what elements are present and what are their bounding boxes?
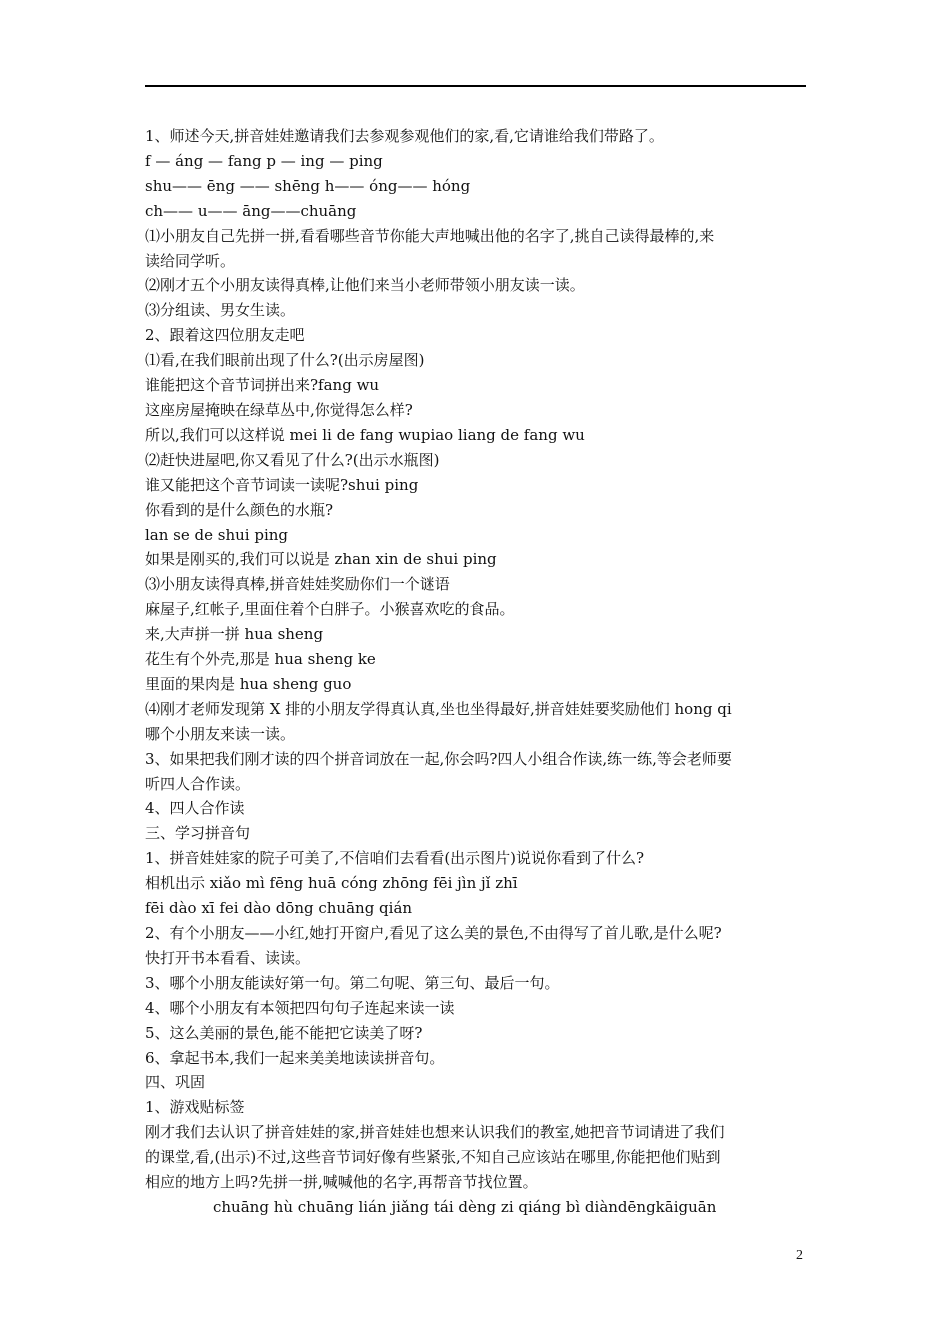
text-line: ch—— u—— āng——chuāng [145, 201, 357, 220]
text-line: ⑵赶快进屋吧,你又看见了什么?(出示水瓶图) [145, 450, 440, 469]
text-line: lan se de shui ping [145, 525, 289, 544]
section-heading: 三、学习拼音句 [145, 824, 251, 843]
text-line: 听四人合作读。 [145, 774, 251, 793]
text-line: ⑴看,在我们眼前出现了什么?(出示房屋图) [145, 351, 425, 370]
text-line: 1、拼音娃娃家的院子可美了,不信咱们去看看(出示图片)说说你看到了什么? [145, 849, 645, 868]
text-line: 5、这么美丽的景色,能不能把它读美了呀? [145, 1023, 423, 1042]
text-line: 3、哪个小朋友能读好第一句。第二句呢、第三句、最后一句。 [145, 973, 560, 992]
text-line: 如果是刚买的,我们可以说是 zhan xin de shui ping [145, 550, 497, 569]
text-line: 快打开书本看看、读读。 [145, 948, 311, 967]
text-line: ⑶分组读、男女生读。 [145, 301, 296, 320]
text-line: 6、拿起书本,我们一起来美美地读读拼音句。 [145, 1048, 445, 1067]
text-line: 4、哪个小朋友有本领把四句句子连起来读一读 [145, 998, 455, 1017]
text-line: 麻屋子,红帐子,里面住着个白胖子。小猴喜欢吃的食品。 [145, 600, 515, 619]
text-line: 花生有个外壳,那是 hua sheng ke [145, 650, 376, 669]
text-line: 刚才我们去认识了拼音娃娃的家,拼音娃娃也想来认识我们的教室,她把音节词请进了我们 [145, 1123, 725, 1142]
text-line: 里面的果肉是 hua sheng guo [145, 674, 352, 693]
text-line: fēi dào xī fei dào dōng chuāng qián [145, 899, 413, 918]
text-line: ⑶小朋友读得真棒,拼音娃娃奖励你们一个谜语 [145, 575, 450, 594]
text-line: 相机出示 xiǎo mì fēng huā cóng zhōng fēi jìn jǐ zhī [145, 874, 518, 893]
pinyin-word-list: chuāng hù chuāng lián jiǎng tái dèng zi qiáng bì diàndēngkāiguān [213, 1197, 717, 1216]
text-line: 这座房屋掩映在绿草丛中,你觉得怎么样? [145, 400, 413, 419]
text-line: 2、跟着这四位朋友走吧 [145, 326, 305, 345]
text-line: 1、师述今天,拼音娃娃邀请我们去参观参观他们的家,看,它请谁给我们带路了。 [145, 127, 664, 145]
text-line: 读给同学听。 [145, 251, 236, 270]
text-line: 你看到的是什么颜色的水瓶? [145, 500, 334, 519]
text-line: 的课堂,看,(出示)不过,这些音节词好像有些紧张,不知自己应该站在哪里,你能把他们贴到 [145, 1148, 721, 1167]
text-line: 所以,我们可以这样说 mei li de fang wupiao liang de fang wu [145, 425, 585, 444]
text-line: 谁又能把这个音节词读一读呢?shui ping [145, 475, 419, 494]
text-line: 哪个小朋友来读一读。 [145, 724, 296, 743]
text-line: 2、有个小朋友——小红,她打开窗户,看见了这么美的景色,不由得写了首儿歌,是什么呢? [145, 924, 722, 942]
text-line: 3、如果把我们刚才读的四个拼音词放在一起,你会吗?四人小组合作读,练一练,等会老师要 [145, 749, 732, 768]
text-line: ⑴小朋友自己先拼一拼,看看哪些音节你能大声地喊出他的名字了,挑自己读得最棒的,来 [145, 226, 715, 245]
page-number: 2 [796, 1248, 803, 1263]
text-line: 来,大声拼一拼 hua sheng [145, 625, 324, 644]
text-line: 相应的地方上吗?先拼一拼,喊喊他的名字,再帮音节找位置。 [145, 1173, 538, 1192]
section-heading: 四、巩固 [145, 1073, 206, 1092]
document-body [145, 124, 810, 1220]
text-line: ⑷刚才老师发现第 X 排的小朋友学得真认真,坐也坐得最好,拼音娃娃要奖励他们 hong qi [145, 699, 732, 718]
text-line: 1、游戏贴标签 [145, 1098, 245, 1117]
text-line: ⑵刚才五个小朋友读得真棒,让他们来当小老师带领小朋友读一读。 [145, 276, 585, 295]
text-line: 4、四人合作读 [145, 799, 245, 818]
header-rule [145, 85, 806, 87]
text-line: 谁能把这个音节词拼出来?fang wu [145, 376, 380, 395]
text-line: shu—— ēng —— shēng h—— óng—— hóng [145, 176, 471, 195]
text-line: f — áng — fang p — ing — ping [145, 151, 383, 170]
